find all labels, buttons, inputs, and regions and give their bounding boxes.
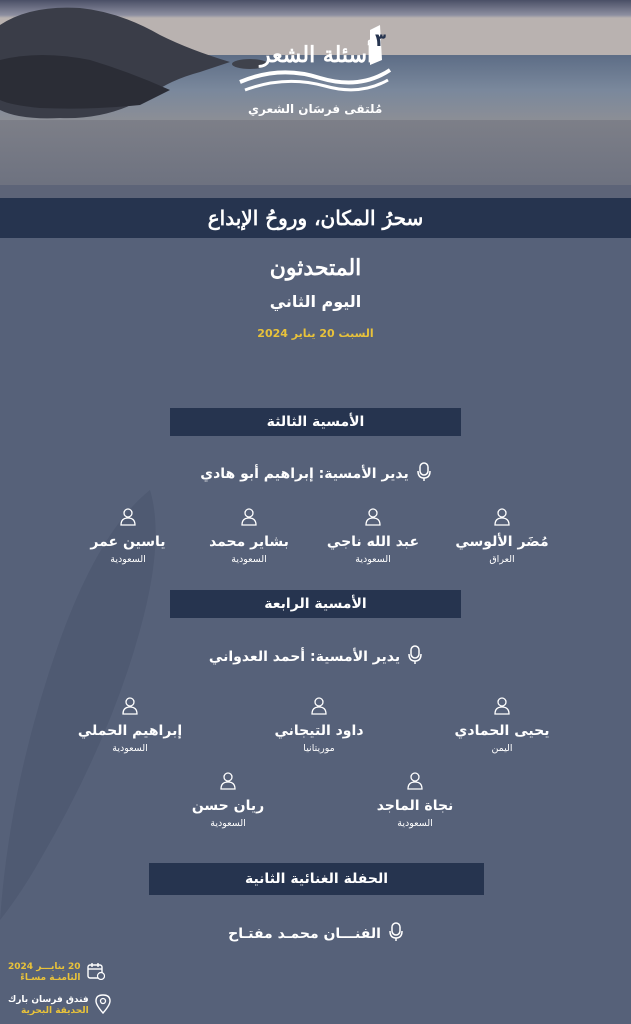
speaker-country: العراق: [489, 554, 515, 565]
evening4-moderator-text: يدير الأمسية: أحمد العدواني: [208, 649, 401, 665]
speaker-name: ياسين عمر: [90, 534, 166, 550]
speaker-card: [427, 508, 577, 565]
footer-date-line1: 20 ينايـــر 2024: [8, 962, 81, 972]
concert-title-bar: [149, 863, 484, 895]
evening4-title-bar: [170, 590, 461, 618]
footer-date: [8, 962, 105, 984]
concert-performer: [0, 922, 631, 946]
microphone-icon: [389, 922, 403, 946]
person-icon: [120, 508, 136, 526]
speaker-card: [55, 697, 205, 754]
speaker-card: [427, 697, 577, 754]
speaker-country: السعودية: [110, 554, 146, 565]
calendar-icon: [87, 962, 105, 984]
speaker-card: [153, 772, 303, 829]
person-icon: [241, 508, 257, 526]
person-icon: [407, 772, 423, 790]
footer-venue: [8, 994, 111, 1018]
speaker-name: مُضَر الألوسي: [455, 534, 549, 550]
person-icon: [494, 508, 510, 526]
microphone-icon: [408, 645, 422, 669]
footer-venue-line2: الحديقة البحرية: [21, 1006, 89, 1016]
evening3-moderator-text: يدير الأمسية: إبراهيم أبو هادي: [200, 466, 409, 482]
speaker-name: عبد الله ناجي: [326, 534, 420, 550]
speaker-country: موريتانيا: [303, 743, 335, 754]
event-logo: [230, 20, 400, 125]
tagline-banner: سحرُ المكان، وروحُ الإبداع: [0, 198, 631, 238]
evening4-moderator: [0, 645, 631, 669]
speaker-card: [53, 508, 203, 565]
speaker-country: السعودية: [355, 554, 391, 565]
evening3-title-bar: [170, 408, 461, 436]
day-label: اليوم الثاني: [269, 292, 362, 311]
speaker-country: اليمن: [491, 743, 513, 754]
page-title: المتحدثون: [269, 255, 362, 281]
speaker-card: [340, 772, 490, 829]
footer-date-line2: الثامنـة مسـاءً: [20, 973, 81, 983]
evening4-title: الأمسية الرابعة: [264, 596, 367, 612]
concert-title: الحفلة الغنائية الثانية: [244, 871, 389, 887]
location-pin-icon: [95, 994, 111, 1018]
footer-venue-line1: فندق فرسان بارك: [8, 995, 89, 1005]
person-icon: [494, 697, 510, 715]
speaker-name: نجاة الماجد: [376, 798, 454, 814]
logo-subtitle: مُلتقى فرسَان الشعري: [248, 102, 383, 116]
footer-venue-text: [8, 995, 89, 1017]
person-icon: [311, 697, 327, 715]
person-icon: [220, 772, 236, 790]
person-icon: [122, 697, 138, 715]
microphone-icon: [417, 462, 431, 486]
speaker-name: بشاير محمد: [209, 534, 289, 550]
logo-title: أسئلة الشعر: [260, 42, 374, 68]
speaker-country: السعودية: [210, 818, 246, 829]
speaker-name: ريان حسن: [191, 798, 265, 814]
speaker-card: [244, 697, 394, 754]
person-icon: [365, 508, 381, 526]
speaker-country: السعودية: [112, 743, 148, 754]
date-label: السبت 20 يناير 2024: [257, 327, 374, 340]
footer-date-text: [8, 962, 81, 984]
evening3-title: الأمسية الثالثة: [266, 414, 365, 430]
speaker-name: داود التيجاني: [274, 723, 364, 739]
speaker-country: السعودية: [231, 554, 267, 565]
speaker-name: إبراهيم الحملي: [77, 723, 183, 739]
speaker-name: يحيى الحمادي: [454, 723, 550, 739]
evening3-moderator: [0, 462, 631, 486]
speaker-country: السعودية: [397, 818, 433, 829]
logo-number: ٣: [375, 30, 386, 51]
concert-performer-text: الفنـــان محمـد مفتـاح: [228, 926, 381, 942]
